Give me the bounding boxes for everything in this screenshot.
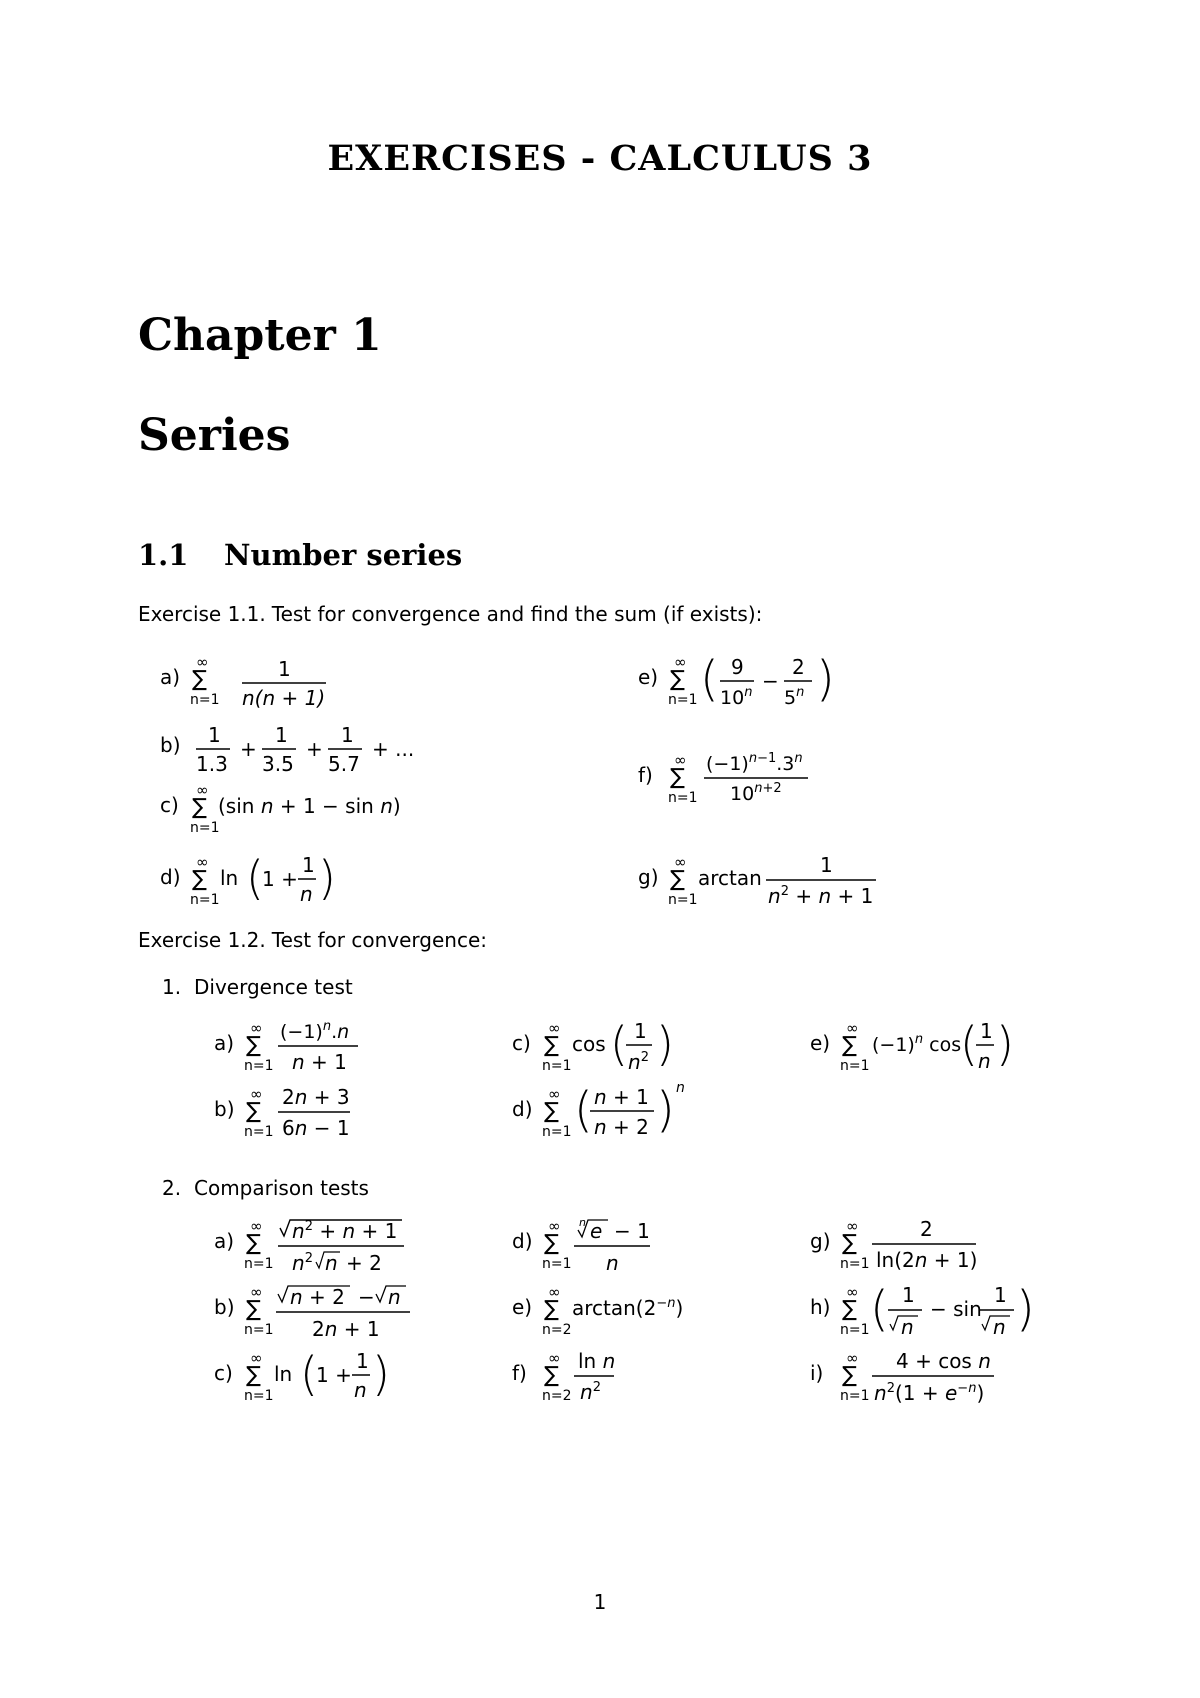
svg-text:n=1: n=1 — [542, 1124, 572, 1140]
svg-text:ln: ln — [274, 1362, 293, 1386]
svg-text:2: 2 — [792, 655, 805, 679]
svg-text:n: n — [676, 1080, 685, 1096]
svg-text:n + 2: n + 2 — [594, 1115, 649, 1139]
page-number: 1 — [593, 1590, 607, 1614]
exercise-1-1-item-c — [158, 778, 418, 844]
section-heading — [138, 538, 462, 572]
comparison-item-e — [510, 1280, 710, 1352]
svg-text:∑: ∑ — [670, 867, 685, 892]
svg-text:− sin: − sin — [930, 1297, 982, 1321]
exercise-instruction: Test for convergence and find the sum (if exists): — [271, 602, 763, 626]
svg-text:∞: ∞ — [548, 1283, 561, 1301]
svg-text:∑: ∑ — [246, 1297, 261, 1322]
part-number: 2. — [162, 1176, 182, 1200]
svg-text:ln(2n + 1): ln(2n + 1) — [876, 1248, 978, 1272]
exercise-1-1-item-a — [158, 650, 358, 722]
exercise-1-1-item-g — [636, 850, 896, 922]
section-title: Number series — [224, 538, 463, 572]
svg-text:): ) — [656, 1082, 675, 1138]
svg-text:n=1: n=1 — [840, 1388, 870, 1404]
svg-text:∞: ∞ — [250, 1283, 263, 1301]
svg-text:+ 2: + 2 — [346, 1251, 382, 1275]
svg-text:− 1: − 1 — [614, 1219, 650, 1243]
svg-text:n2 + n + 1: $n^2 + n + 1$ — [768, 884, 874, 908]
svg-text:(: ( — [960, 1017, 978, 1071]
svg-text:(−1)n.n: $(-1)^n.n$ — [280, 1019, 350, 1043]
svg-text:n=1: n=1 — [542, 1256, 572, 1272]
svg-text:n=1: n=1 — [840, 1256, 870, 1272]
svg-text:1: 1 — [820, 853, 833, 877]
part-1-heading — [162, 975, 353, 999]
svg-text:∞: ∞ — [548, 1085, 561, 1103]
svg-text:∑: ∑ — [192, 667, 207, 692]
svg-text:n: n — [978, 1049, 991, 1073]
part-number: 1. — [162, 975, 182, 999]
document-title: EXERCISES - CALCULUS 3 — [327, 138, 873, 179]
svg-text:n=1: n=1 — [542, 1058, 572, 1074]
svg-text:n=1: n=1 — [190, 820, 220, 836]
item-label: b) — [214, 1097, 235, 1121]
svg-text:n: n — [993, 1315, 1006, 1339]
svg-text:1: 1 — [994, 1283, 1007, 1307]
svg-text:∞: ∞ — [196, 781, 209, 799]
svg-text:−: − — [358, 1285, 375, 1309]
svg-text:ln n: ln n — [578, 1349, 616, 1373]
item-label: g) — [638, 865, 659, 889]
svg-text:n + 2: n + 2 — [290, 1285, 345, 1309]
item-label: c) — [512, 1031, 531, 1055]
svg-text:n2: $n^2$ — [580, 1380, 601, 1404]
svg-text:n: n — [354, 1378, 367, 1402]
svg-text:n2 + n + 1: $n^2 + n + 1$ — [292, 1219, 398, 1243]
svg-text:1: 1 — [278, 657, 291, 681]
svg-text:(: ( — [246, 851, 264, 905]
svg-text:1: 1 — [356, 1349, 369, 1373]
svg-text:(: ( — [300, 1347, 318, 1401]
svg-text:∑: ∑ — [842, 1297, 857, 1322]
svg-text:n: n — [300, 882, 313, 906]
svg-text:): ) — [816, 651, 835, 707]
svg-text:1: 1 — [341, 723, 354, 747]
svg-text:∞: ∞ — [846, 1349, 859, 1367]
exercise-1-2-heading — [138, 928, 487, 952]
svg-text:3.5: 3.5 — [262, 752, 294, 776]
svg-text:n: n — [579, 1216, 586, 1229]
item-label: c) — [160, 793, 179, 817]
svg-text:arctan(2−n): arctan(2−n) — [572, 1296, 684, 1320]
svg-text:∑: ∑ — [246, 1033, 261, 1058]
exercise-label: Exercise 1.2. — [138, 928, 266, 952]
svg-text:∑: ∑ — [246, 1231, 261, 1256]
svg-text:n=1: n=1 — [244, 1322, 274, 1338]
svg-text:n: n — [901, 1315, 914, 1339]
svg-text:n=1: n=1 — [668, 790, 698, 806]
svg-text:∑: ∑ — [246, 1099, 261, 1124]
svg-text:1: 1 — [302, 853, 315, 877]
svg-text:ln: ln — [220, 866, 239, 890]
divergence-item-e — [808, 1016, 1048, 1088]
comparison-item-d — [510, 1214, 710, 1286]
comparison-item-a — [212, 1214, 432, 1286]
svg-text:∞: ∞ — [846, 1283, 859, 1301]
svg-text:n=1: n=1 — [244, 1256, 274, 1272]
svg-text:): ) — [996, 1017, 1014, 1071]
svg-text:5.7: 5.7 — [328, 752, 360, 776]
svg-text:n=1: n=1 — [668, 892, 698, 908]
item-label: a) — [214, 1229, 235, 1253]
item-label: f) — [638, 763, 653, 787]
comparison-item-f — [510, 1346, 710, 1418]
svg-text:∞: ∞ — [250, 1085, 263, 1103]
chapter-label: Chapter 1 — [138, 310, 382, 361]
svg-text:1: 1 — [275, 723, 288, 747]
item-label: g) — [810, 1229, 831, 1253]
svg-text:∑: ∑ — [544, 1363, 559, 1388]
svg-text:n + 1: n + 1 — [594, 1085, 649, 1109]
item-label: a) — [214, 1031, 235, 1055]
svg-text:∞: ∞ — [250, 1019, 263, 1037]
exercise-label: Exercise 1.1. — [138, 602, 266, 626]
divergence-item-d — [510, 1078, 710, 1158]
svg-text:n=1: n=1 — [840, 1058, 870, 1074]
svg-text:∑: ∑ — [544, 1033, 559, 1058]
exercise-1-1-item-d — [158, 850, 358, 922]
svg-text:9: 9 — [731, 655, 744, 679]
svg-text:e: e — [590, 1219, 603, 1243]
svg-text:n: n — [325, 1251, 338, 1275]
svg-text:∞: ∞ — [548, 1019, 561, 1037]
comparison-item-h — [808, 1280, 1048, 1352]
svg-text:∞: ∞ — [674, 751, 687, 769]
comparison-item-c — [212, 1346, 412, 1418]
svg-text:n=1: n=1 — [190, 692, 220, 708]
svg-text:1.3: 1.3 — [196, 752, 228, 776]
svg-text:∑: ∑ — [246, 1363, 261, 1388]
svg-text:): ) — [372, 1347, 390, 1401]
item-label: d) — [160, 865, 181, 889]
svg-text:∑: ∑ — [670, 667, 685, 692]
item-label: d) — [512, 1229, 533, 1253]
svg-text:∞: ∞ — [196, 653, 209, 671]
svg-text:arctan: arctan — [698, 866, 762, 890]
svg-text:1: 1 — [634, 1019, 647, 1043]
chapter-title: Series — [138, 410, 291, 461]
svg-text:1 +: 1 + — [316, 1363, 352, 1387]
comparison-item-i — [808, 1346, 1028, 1418]
svg-text:1: 1 — [980, 1019, 993, 1043]
svg-text:n=1: n=1 — [190, 892, 220, 908]
item-label: d) — [512, 1097, 533, 1121]
item-label: e) — [810, 1031, 831, 1055]
svg-text:4 + cos n: 4 + cos n — [896, 1349, 991, 1373]
svg-text:cos: cos — [572, 1032, 606, 1056]
item-label: a) — [160, 665, 181, 689]
svg-text:(: ( — [610, 1017, 628, 1071]
item-label: e) — [512, 1295, 533, 1319]
svg-text:∞: ∞ — [846, 1217, 859, 1235]
svg-text:(−1)n cos: $(-1)^n$ cos — [872, 1032, 962, 1056]
svg-text:(: ( — [700, 651, 719, 707]
svg-text:1 +: 1 + — [262, 867, 298, 891]
svg-text:n2: $n^2$ — [628, 1050, 649, 1074]
svg-text:∑: ∑ — [544, 1231, 559, 1256]
svg-text:∞: ∞ — [846, 1019, 859, 1037]
svg-text:∑: ∑ — [192, 867, 207, 892]
svg-text:(: ( — [574, 1082, 593, 1138]
svg-text:∑: ∑ — [842, 1231, 857, 1256]
section-number: 1.1 — [138, 538, 189, 572]
svg-text:−: − — [762, 669, 779, 693]
item-label: c) — [214, 1361, 233, 1385]
svg-text:∞: ∞ — [548, 1217, 561, 1235]
divergence-item-b — [212, 1082, 412, 1154]
svg-text:6n − 1: 6n − 1 — [282, 1116, 350, 1140]
comparison-item-b — [212, 1280, 432, 1352]
svg-text:n2(1 + e−n): $n^2(1 + e^-n)$ — [874, 1381, 985, 1405]
svg-text:n(n + 1): n(n + 1) — [242, 686, 326, 710]
svg-text:∑: ∑ — [192, 795, 207, 820]
svg-text:n=1: n=1 — [244, 1124, 274, 1140]
svg-text:1: 1 — [902, 1283, 915, 1307]
svg-text:10n: 10$^n$ — [720, 685, 753, 709]
item-label: h) — [810, 1295, 831, 1319]
svg-text:n=1: n=1 — [840, 1322, 870, 1338]
svg-text:n: n — [606, 1251, 619, 1275]
svg-text:∞: ∞ — [250, 1349, 263, 1367]
part-title: Comparison tests — [194, 1176, 369, 1200]
svg-text:+: + — [240, 737, 257, 761]
svg-text:∞: ∞ — [250, 1217, 263, 1235]
comparison-item-g — [808, 1214, 1008, 1286]
svg-text:): ) — [318, 851, 336, 905]
svg-text:n: n — [388, 1285, 401, 1309]
svg-text:(sin n + 1 − sin n): (sin n + 1 − sin n) — [218, 794, 401, 818]
exercise-1-1-item-f — [636, 748, 836, 818]
svg-text:n=2: n=2 — [542, 1322, 572, 1338]
svg-text:2: 2 — [920, 1217, 933, 1241]
svg-text:2n + 1: 2n + 1 — [312, 1317, 380, 1341]
svg-text:n=1: n=1 — [668, 692, 698, 708]
svg-text:n2: $n^2$ — [292, 1251, 313, 1275]
svg-text:∑: ∑ — [842, 1033, 857, 1058]
svg-text:n=2: n=2 — [542, 1388, 572, 1404]
svg-text:2n + 3: 2n + 3 — [282, 1085, 350, 1109]
part-title: Divergence test — [194, 975, 353, 999]
exercise-instruction: Test for convergence: — [271, 928, 487, 952]
svg-text:): ) — [1016, 1281, 1035, 1337]
svg-text:): ) — [656, 1017, 674, 1071]
item-label: b) — [160, 733, 181, 757]
svg-text:+ ...: + ... — [372, 737, 415, 761]
svg-text:1: 1 — [208, 723, 221, 747]
item-label: i) — [810, 1361, 824, 1385]
svg-text:∑: ∑ — [544, 1297, 559, 1322]
svg-text:(: ( — [870, 1281, 889, 1337]
exercise-1-1-item-b — [158, 720, 418, 780]
svg-text:10n+2: $10^n+2$ — [730, 781, 782, 805]
svg-text:(−1)n−1.3n: $(-1)^n-1.3^n$ — [706, 751, 803, 775]
item-label: e) — [638, 665, 659, 689]
item-label: b) — [214, 1295, 235, 1319]
svg-text:n + 1: n + 1 — [292, 1050, 347, 1074]
item-label: f) — [512, 1361, 527, 1385]
svg-text:∑: ∑ — [544, 1099, 559, 1124]
exercise-1-1-heading — [138, 602, 762, 626]
svg-text:∑: ∑ — [670, 765, 685, 790]
svg-text:∞: ∞ — [548, 1349, 561, 1367]
svg-text:5n: 5$^n$ — [784, 685, 805, 709]
divergence-item-a — [212, 1016, 412, 1088]
exercise-1-1-item-e — [636, 650, 856, 722]
svg-text:∞: ∞ — [674, 653, 687, 671]
svg-text:n=1: n=1 — [244, 1388, 274, 1404]
svg-text:n=1: n=1 — [244, 1058, 274, 1074]
svg-text:∞: ∞ — [196, 853, 209, 871]
svg-text:+: + — [306, 737, 323, 761]
svg-text:∑: ∑ — [842, 1363, 857, 1388]
svg-text:∞: ∞ — [674, 853, 687, 871]
part-2-heading — [162, 1176, 369, 1200]
